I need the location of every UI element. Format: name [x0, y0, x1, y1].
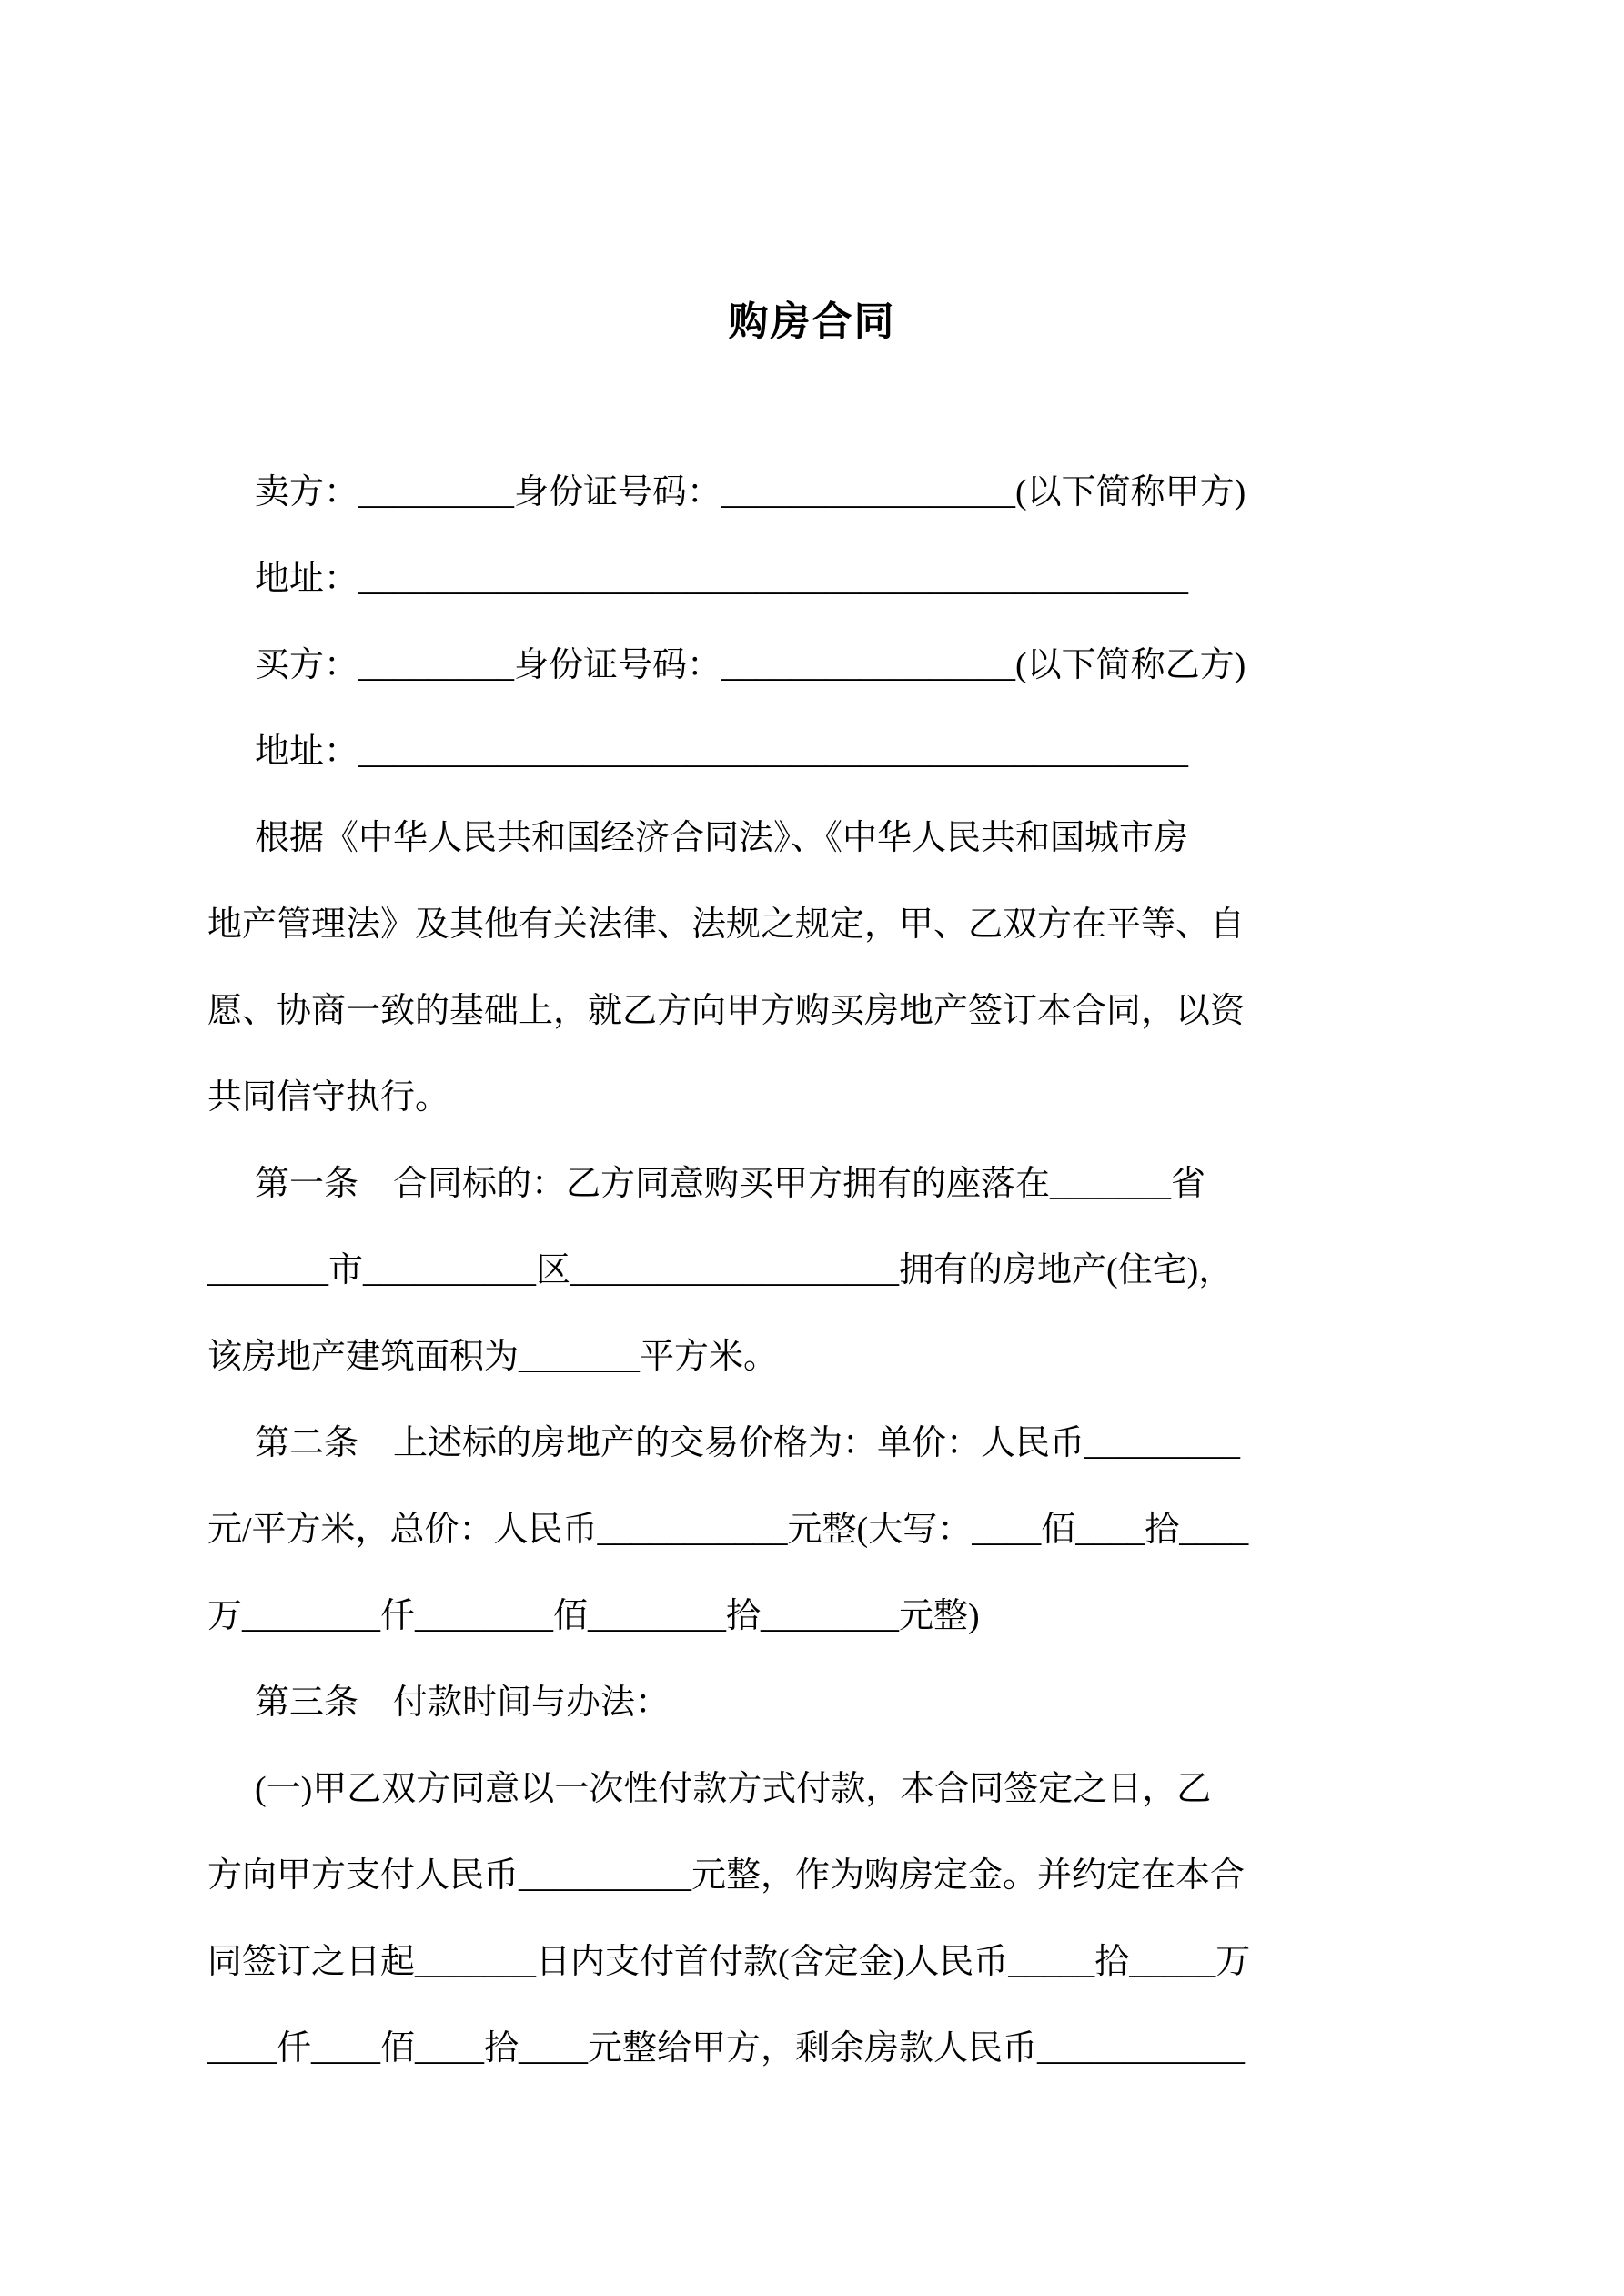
- document-line: 共同信守执行。: [207, 1078, 450, 1117]
- document-line: (一)甲乙双方同意以一次性付款方式付款，本合同签定之日，乙: [255, 1770, 1212, 1808]
- document-line: 该房地产建筑面积为_______平方米。: [207, 1338, 779, 1376]
- document-line: 买方：_________身份证号码：_________________(以下简称乙方): [255, 646, 1246, 684]
- document-line: 同签订之日起_______日内支付首付款(含定金)人民币_____拾_____万: [207, 1943, 1251, 1981]
- document-line: 地址：________________________________________________: [255, 560, 1189, 598]
- document-line: 第一条 合同标的：乙方同意购买甲方拥有的座落在_______省: [255, 1165, 1206, 1203]
- document-title: 购房合同: [728, 299, 896, 344]
- document-line: 万________仟________佰________拾________元整): [207, 1597, 980, 1635]
- document-line: 根据《中华人民共和国经济合同法》、《中华人民共和国城市房: [255, 819, 1189, 857]
- document-line: 方向甲方支付人民币__________元整，作为购房定金。并约定在本合: [207, 1856, 1246, 1895]
- document-line: 元/平方米，总价：人民币___________元整(大写：____佰____拾____: [207, 1511, 1249, 1549]
- document-body: [0, 450, 1624, 2092]
- document-line: _______市__________区___________________拥有的房地产(住宅)，: [207, 1251, 1234, 1290]
- document-line: 卖方：_________身份证号码：_________________(以下简称甲方): [255, 473, 1246, 511]
- document-line: 地址：________________________________________________: [255, 733, 1189, 771]
- document-line: ____仟____佰____拾____元整给甲方，剩余房款人民币____________: [207, 2029, 1246, 2068]
- document-line: 第二条 上述标的房地产的交易价格为：单价：人民币_________: [255, 1424, 1241, 1462]
- document-line: 地产管理法》及其他有关法律、法规之规定，甲、乙双方在平等、自: [207, 905, 1246, 944]
- document-line: 愿、协商一致的基础上，就乙方向甲方购买房地产签订本合同，以资: [207, 992, 1246, 1030]
- document-line: 第三条 付款时间与办法：: [255, 1684, 671, 1722]
